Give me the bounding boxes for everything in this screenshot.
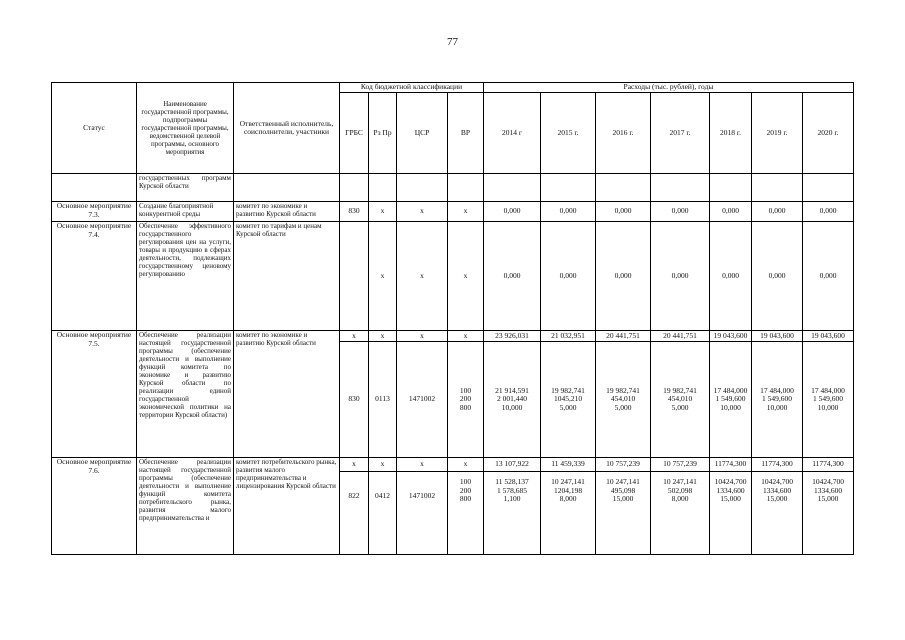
detail-2018 [710,342,752,458]
value-2018: 0,000 [710,202,752,222]
total-2015: 21 032,951 [541,331,596,342]
name-cell: Обеспечение реализации настоящей государственной программы (обеспечение деятельности и выполнение функций комитета по экономике и развитию Курской области по реализации единой государственной экономической политики на территории Курской области) [137,331,234,458]
detail-value: 10,000 [720,402,741,412]
grbs-cell: 822 [340,472,369,555]
csr-cell: 1471002 [397,342,448,458]
total-2015: 11 459,339 [541,458,596,472]
total-2020: 19 043,600 [803,331,854,342]
vr-cell: x [448,458,484,472]
detail-value: 10,000 [766,402,788,412]
detail-2014 [484,472,541,555]
csr-cell: 1471002 [397,472,448,555]
rzpr-cell: x [369,331,397,342]
detail-2016 [596,342,651,458]
header-name: Наименование государственной программы, подпрограммы государственной программы, ведомственной целевой программы, основного мероприятия [137,83,234,174]
detail-value: 10 247,141 [551,477,585,486]
csr-cell: x [397,222,448,331]
responsible-cell: комитет по экономике и развитию Курской области [234,202,340,222]
grbs-cell: x [340,331,369,342]
value-2015: 0,000 [541,202,596,222]
total-2018: 11774,300 [710,458,752,472]
grbs-cell [340,222,369,331]
detail-value: 15,000 [817,494,839,503]
value-2016: 0,000 [596,202,651,222]
responsible-cell: комитет по экономике и развитию Курской области [234,331,340,458]
continuation-name: государственных программ Курской области [137,174,234,202]
grbs-cell: 830 [340,202,369,222]
header-expenses: Расходы (тыс. рублей), годы [484,83,854,93]
detail-value: 2 001,440 [497,394,527,404]
header-rzpr: Рз Пр [369,93,397,174]
rzpr-cell: x [369,202,397,222]
header-year-2020: 2020 г. [803,93,854,174]
detail-value: 11 528,137 [495,477,529,486]
vr-100: 100 [459,385,472,395]
detail-value: 10 247,141 [663,477,697,486]
detail-value: 17 484,000 [760,385,794,395]
grbs-cell: x [340,458,369,472]
detail-2017 [651,472,710,555]
vr-cell: x [448,331,484,342]
detail-value: 502,098 [667,485,693,495]
detail-value: 1334,600 [716,485,745,495]
total-2019: 19 043,600 [752,331,803,342]
cell [803,174,854,202]
detail-2019 [752,342,803,458]
name-cell: Обеспечение реализации настоящей государственной программы (обеспечение деятельности и выполнение функций комитета потребительского рынка, развития малого предпринимательства и [137,458,234,555]
detail-value: 19 982,741 [606,385,640,395]
detail-value: 1,100 [503,494,521,503]
detail-value: 454,010 [610,394,636,404]
vr-100: 100 [459,477,472,486]
name-cell: Обеспечение эффективного государственного регулирования цен на услуги, товары и продукцию в сферах деятельности, подлежащих государственному ценовому регулированию [137,222,234,331]
cell [484,174,541,202]
header-csr: ЦСР [397,93,448,174]
header-year-2017: 2017 г. [651,93,710,174]
detail-value: 17 484,000 [811,385,845,395]
detail-value: 19 982,741 [551,385,585,395]
detail-2015 [541,472,596,555]
vr-cell [448,342,484,458]
cell [397,174,448,202]
vr-200: 200 [459,485,472,495]
value-2014: 0,000 [484,202,541,222]
rzpr-cell: x [369,222,397,331]
detail-value: 15,000 [766,494,788,503]
value-2017: 0,000 [651,222,710,331]
detail-value: 10424,700 [714,477,747,486]
detail-2020 [803,472,854,555]
detail-2018 [710,472,752,555]
detail-value: 10,000 [501,402,523,412]
detail-value: 19 982,741 [663,385,697,395]
cell [448,174,484,202]
detail-2020 [803,342,854,458]
detail-value: 1334,600 [813,485,843,495]
total-2014: 13 107,922 [484,458,541,472]
header-vr: ВР [448,93,484,174]
total-2016: 10 757,239 [596,458,651,472]
detail-value: 10 247,141 [606,477,640,486]
detail-value: 495,098 [610,485,636,495]
name-cell: Создание благоприятной конкурентной среды [137,202,234,222]
csr-cell: x [397,331,448,342]
header-year-2019: 2019 г. [752,93,803,174]
csr-cell: x [397,202,448,222]
header-year-2015: 2015 г. [541,93,596,174]
detail-value: 8,000 [559,494,577,503]
rzpr-cell: 0412 [369,472,397,555]
detail-value: 21 914,591 [495,385,529,395]
value-2020: 0,000 [803,222,854,331]
detail-value: 10424,700 [761,477,793,486]
detail-value: 1 549,600 [715,394,746,404]
vr-cell [448,472,484,555]
cell [752,174,803,202]
cell [369,174,397,202]
cell [651,174,710,202]
cell [52,174,137,202]
value-2015: 0,000 [541,222,596,331]
status-cell: Основное мероприятие 7.3. [52,202,137,222]
detail-value: 1 578,685 [497,485,527,495]
rzpr-cell: 0113 [369,342,397,458]
table-row [52,202,854,222]
detail-value: 8,000 [671,494,689,503]
vr-cell: x [448,202,484,222]
table-row-total [52,458,854,472]
detail-2016 [596,472,651,555]
header-status: Статус [52,83,137,174]
total-2019: 11774,300 [752,458,803,472]
value-2017: 0,000 [651,202,710,222]
value-2019: 0,000 [752,202,803,222]
value-2019: 0,000 [752,222,803,331]
detail-value: 17 484,000 [713,385,748,395]
responsible-cell: комитет потребительского рынка, развития малого предпринимательства и лицензирования Курской области [234,458,340,555]
rzpr-cell: x [369,458,397,472]
status-cell: Основное мероприятие 7.6. [52,458,137,555]
cell [340,174,369,202]
continuation-row [52,174,854,202]
total-2016: 20 441,751 [596,331,651,342]
detail-2017 [651,342,710,458]
header-responsible: Ответственный исполнитель, соисполнители, участники [234,83,340,174]
table-row-total [52,331,854,342]
detail-value: 1045,210 [553,394,583,404]
detail-value: 5,000 [559,402,577,412]
header-row-1 [52,83,854,93]
vr-800: 800 [459,494,472,503]
budget-table [51,82,854,555]
detail-value: 5,000 [671,402,689,412]
vr-200: 200 [459,394,472,404]
detail-value: 15,000 [612,494,634,503]
csr-cell: x [397,458,448,472]
vr-800: 800 [459,402,472,412]
detail-value: 1334,600 [762,485,792,495]
detail-value: 5,000 [614,402,632,412]
table-row [52,222,854,331]
total-2018: 19 043,600 [710,331,752,342]
status-cell: Основное мероприятие 7.5. [52,331,137,458]
detail-value: 10,000 [817,402,839,412]
vr-cell: x [448,222,484,331]
detail-value: 15,000 [720,494,741,503]
detail-value: 1 549,600 [813,394,843,404]
detail-value: 1204,198 [553,485,583,495]
cell [234,174,340,202]
detail-value: 10424,700 [812,477,844,486]
detail-2014 [484,342,541,458]
header-budget-code: Код бюджетной классификации [340,83,484,93]
total-2017: 10 757,239 [651,458,710,472]
detail-value: 1 549,600 [762,394,792,404]
detail-value: 454,010 [667,394,693,404]
total-2014: 23 926,031 [484,331,541,342]
detail-2015 [541,342,596,458]
header-grbs: ГРБС [340,93,369,174]
cell [710,174,752,202]
header-year-2016: 2016 г. [596,93,651,174]
grbs-cell: 830 [340,342,369,458]
header-year-2018: 2018 г. [710,93,752,174]
cell [596,174,651,202]
total-2017: 20 441,751 [651,331,710,342]
detail-2019 [752,472,803,555]
value-2018: 0,000 [710,222,752,331]
cell [541,174,596,202]
page-number: 77 [447,36,458,48]
header-year-2014: 2014 г [484,93,541,174]
value-2020: 0,000 [803,202,854,222]
status-cell: Основное мероприятие 7.4. [52,222,137,331]
value-2016: 0,000 [596,222,651,331]
value-2014: 0,000 [484,222,541,331]
responsible-cell: комитет по тарифам и ценам Курской области [234,222,340,331]
total-2020: 11774,300 [803,458,854,472]
